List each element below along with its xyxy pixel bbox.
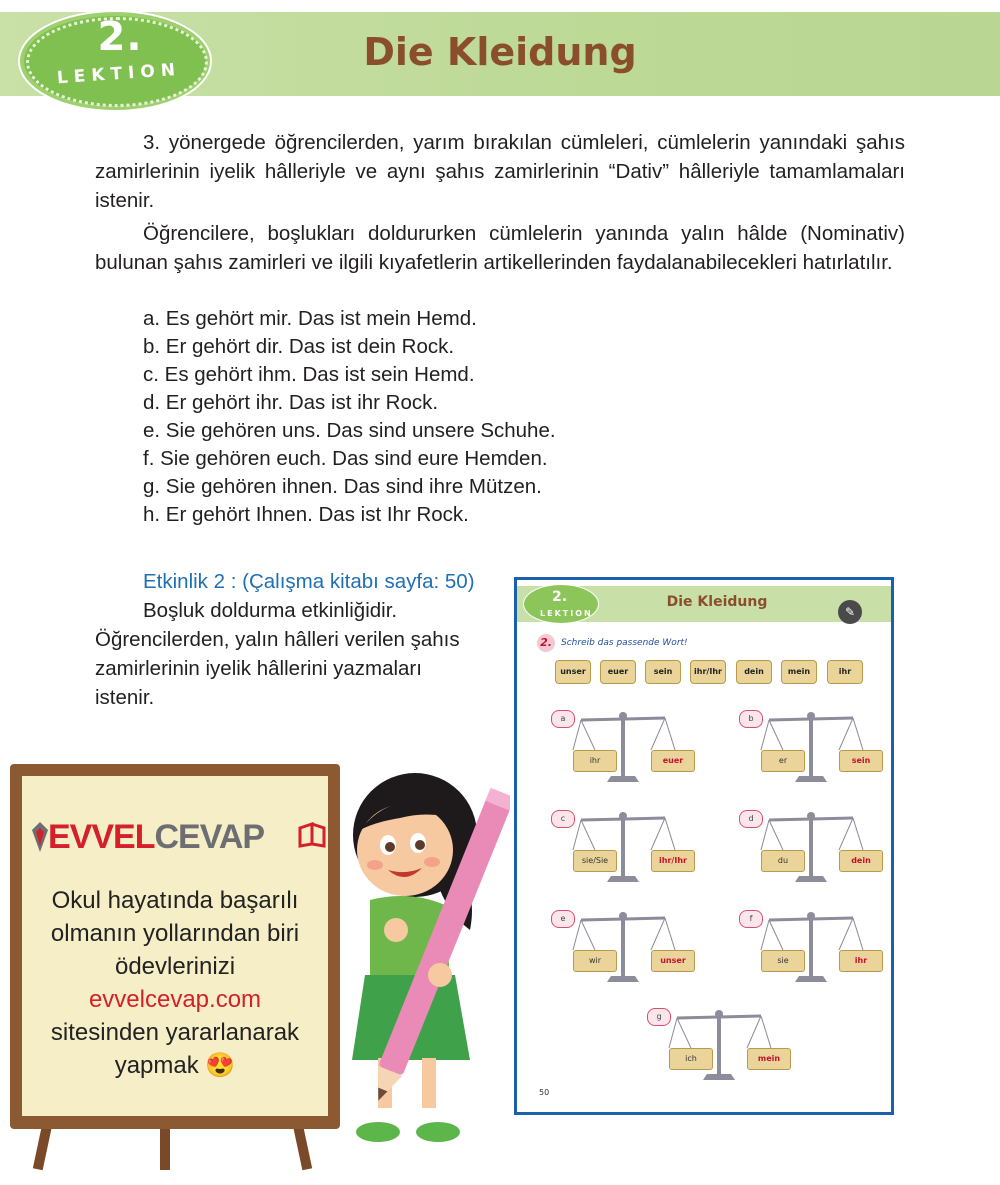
word-bank-chip: ihr/Ihr: [690, 660, 726, 684]
scale-right-pan: sein: [839, 750, 883, 772]
scale-left-pan: sie: [761, 950, 805, 972]
book-icon: [298, 822, 326, 848]
scale-letter: e: [551, 910, 575, 928]
scale-c: [551, 810, 701, 905]
ad-website-link[interactable]: evvelcevap.com: [88, 986, 262, 1013]
scale-letter: b: [739, 710, 763, 728]
answer-a: a. Es gehört mir. Das ist mein Hemd.: [143, 307, 477, 330]
word-bank-chip: unser: [555, 660, 591, 684]
scale-letter: a: [551, 710, 575, 728]
scale-a: [551, 710, 701, 805]
answer-c: c. Es gehört ihm. Das ist sein Hemd.: [143, 363, 475, 386]
header-top-strip: [0, 0, 1000, 12]
scale-d: [739, 810, 889, 905]
scale-right-pan: mein: [747, 1048, 791, 1070]
workbook-lesson-number: 2.: [552, 589, 568, 605]
scale-left-pan: ihr: [573, 750, 617, 772]
workbook-lesson-word: LEKTION: [540, 609, 593, 618]
instruction-paragraph-1: [95, 128, 905, 215]
scale-left-pan: wir: [573, 950, 617, 972]
ad-line-6: [22, 1049, 328, 1082]
answer-g: g. Sie gehören ihnen. Das sind ihre Mützen.: [143, 475, 542, 498]
scale-right-pan: ihr/Ihr: [651, 850, 695, 872]
scale-g: [647, 1008, 797, 1103]
ad-line-2: olmanın yollarından biri: [50, 920, 300, 947]
ad-line-1: Okul hayatında başarılı: [51, 887, 299, 914]
scale-b: [739, 710, 889, 805]
scale-f: [739, 910, 889, 1005]
scale-letter: d: [739, 810, 763, 828]
word-bank-chip: dein: [736, 660, 772, 684]
logo-text: [48, 818, 264, 857]
scale-e: [551, 910, 701, 1005]
exercise-number: 2.: [537, 634, 555, 652]
activity-paragraph: [95, 596, 470, 712]
scale-left-pan: er: [761, 750, 805, 772]
answer-d: d. Er gehört ihr. Das ist ihr Rock.: [143, 391, 439, 414]
answer-f: f. Sie gehören euch. Das sind eure Hemden.: [143, 447, 548, 470]
word-bank-chip: euer: [600, 660, 636, 684]
pencil-icon: ✎: [838, 600, 862, 624]
activity-title: Etkinlik 2 : (Çalışma kitabı sayfa: 50): [143, 570, 475, 593]
exercise-instruction: Schreib das passende Wort!: [561, 638, 688, 648]
page-title: Die Kleidung: [363, 30, 637, 74]
ad-line-5: sitesinden yararlanarak: [50, 1019, 300, 1046]
ad-line-6-text: yapmak: [114, 1052, 199, 1079]
scale-letter: c: [551, 810, 575, 828]
ad-line-3: ödevlerinizi: [114, 953, 236, 980]
answer-h: h. Er gehört Ihnen. Das ist Ihr Rock.: [143, 503, 469, 526]
scale-right-pan: euer: [651, 750, 695, 772]
paragraph-1-text: 3. yönergede öğrencilerden, yarım bırakılan cümleleri, cümlelerin yanındaki şahıs zamirlerinin iyelik hâlleriyle ve aynı şahıs zamirlerinin “Dativ” hâlleriyle tamamlamaları istenir.: [95, 131, 905, 212]
paragraph-2-text: Öğrencilere, boşlukları doldururken cümlelerin yanında yalın hâlde (Nominativ) bulunan şahıs zamirleri ve ilgili kıyafetlerin artikellerinden faydalanabilecekleri hatırlatılır.: [95, 222, 905, 274]
lesson-word: LEKTION: [56, 59, 182, 89]
instruction-paragraph-2: [95, 219, 905, 277]
scale-left-pan: ich: [669, 1048, 713, 1070]
word-bank-chip: sein: [645, 660, 681, 684]
workbook-lesson-badge: [523, 584, 599, 624]
scale-left-pan: sie/Sie: [573, 850, 617, 872]
girl-with-pencil-illustration: [330, 740, 510, 1180]
scale-right-pan: unser: [651, 950, 695, 972]
word-bank-chip: ihr: [827, 660, 863, 684]
scale-right-pan: dein: [839, 850, 883, 872]
logo-part-1: EVVEL: [48, 818, 155, 856]
scale-letter: g: [647, 1008, 671, 1026]
scale-left-pan: du: [761, 850, 805, 872]
lesson-number: 2.: [97, 14, 143, 60]
workbook-title: Die Kleidung: [666, 594, 768, 610]
heart-eyes-emoji-icon: 😍: [205, 1052, 236, 1079]
answer-b: b. Er gehört dir. Das ist dein Rock.: [143, 335, 455, 358]
word-bank-chip: mein: [781, 660, 817, 684]
workbook-page-thumbnail: [514, 577, 894, 1115]
scale-letter: f: [739, 910, 763, 928]
workbook-page-number: 50: [539, 1088, 550, 1097]
logo-part-2: CEVAP: [154, 818, 265, 856]
activity-text: Boşluk doldurma etkinliğidir. Öğrencilerden, yalın hâlleri verilen şahıs zamirlerinin iyelik hâllerini yazmaları istenir.: [95, 599, 460, 709]
answer-e: e. Sie gehören uns. Das sind unsere Schuhe.: [143, 419, 556, 442]
scale-right-pan: ihr: [839, 950, 883, 972]
